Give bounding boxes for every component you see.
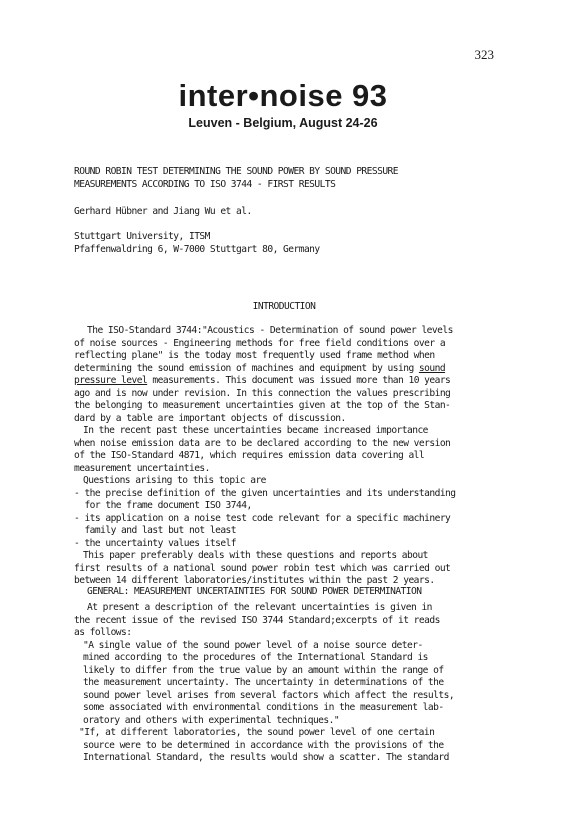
authors xyxy=(74,206,494,219)
quote-line: oratory and others with experimental techniques." xyxy=(83,714,340,726)
bullet-line: - the precise definition of the given uncertainties and its understanding xyxy=(74,487,456,499)
affiliation-line: Pfaffenwaldring 6, W-7000 Stuttgart 80, Germany xyxy=(74,243,320,255)
text-line: The ISO-Standard 3744:"Acoustics - Determination of sound power levels xyxy=(87,325,453,336)
text-line: reflecting plane" is the today most frequently used frame method when xyxy=(74,350,435,361)
text-line xyxy=(74,375,494,388)
text-line: the belonging to measurement uncertainties given at the top of the Stan- xyxy=(74,400,451,411)
underlined-term: sound xyxy=(418,362,446,374)
text-line: Questions arising to this topic are xyxy=(83,475,266,486)
quote-line: sound power level arises from several factors which affect the results, xyxy=(83,689,455,701)
paper-title xyxy=(74,166,494,191)
quote-line: "If, at different laboratories, the sound power level of one certain xyxy=(79,727,435,738)
text-line: of noise sources - Engineering methods for free field conditions over a xyxy=(74,337,446,349)
page-number: 323 xyxy=(474,47,494,62)
affiliation-line: Stuttgart University, ITSM xyxy=(74,231,210,242)
quote-line: the measurement uncertainty. The uncertainty in determinations of the xyxy=(83,677,444,688)
section-heading: INTRODUCTION xyxy=(252,301,316,312)
quote-line: International Standard, the results would show a scatter. The standard xyxy=(83,752,449,763)
bullet-line: - the uncertainty values itself xyxy=(74,537,237,549)
text-line: first results of a national sound power robin test which was carried out xyxy=(74,562,451,574)
text-line: the recent issue of the revised ISO 3744 Standard;excerpts of it reads xyxy=(74,614,440,626)
title-line: ROUND ROBIN TEST DETERMINING THE SOUND POWER BY SOUND PRESSURE xyxy=(74,166,399,177)
text-line: ago and is now under revision. In this connection the values prescribing xyxy=(74,387,451,399)
bullet-line: for the frame document ISO 3744, xyxy=(74,500,252,511)
quote-line: some associated with environmental conditions in the measurement lab- xyxy=(83,702,444,713)
text-line: between 14 different laboratories/institutes within the past 2 years. xyxy=(74,575,435,586)
authors-line: Gerhard Hübner and Jiang Wu et al. xyxy=(74,206,252,217)
conference-subtitle: Leuven - Belgium, August 24-26 xyxy=(188,116,378,130)
text-line: dard by a table are important objects of discussion. xyxy=(74,412,346,424)
conference-header xyxy=(0,80,566,132)
text-line: of the ISO-Standard 4871, which requires emission data covering all xyxy=(74,450,425,461)
bullet-line: - its application on a noise test code relevant for a specific machinery xyxy=(74,512,451,524)
text-line: In the recent past these uncertainties became increased importance xyxy=(83,425,428,436)
quote-line: source were to be determined in accordance with the provisions of the xyxy=(83,739,444,751)
section-heading-general xyxy=(74,586,494,599)
text-line: measurement uncertainties. xyxy=(74,462,210,474)
quote-line: "A single value of the sound power level of a noise source deter- xyxy=(83,639,423,651)
text-segment: determining the sound emission of machines and equipment by using xyxy=(74,362,419,374)
underlined-term: pressure level xyxy=(74,375,148,386)
section-heading: GENERAL: MEASUREMENT UNCERTAINTIES FOR SOUND POWER DETERMINATION xyxy=(87,586,422,597)
conference-logo-title: inter•noise 93 xyxy=(178,78,388,113)
section-heading-introduction xyxy=(74,301,494,314)
text-line: as follows: xyxy=(74,627,132,638)
text-line: This paper preferably deals with these questions and reports about xyxy=(83,550,428,561)
text-segment: measurements. This document was issued more than 10 years xyxy=(147,375,451,386)
introduction-body xyxy=(74,325,494,588)
text-line: At present a description of the relevant uncertainties is given in xyxy=(87,602,432,613)
affiliation xyxy=(74,231,494,256)
bullet-line: family and last but not least xyxy=(74,525,237,536)
quote-line: likely to differ from the true value by an amount within the range of xyxy=(83,664,444,676)
quote-line: mined according to the procedures of the International Standard is xyxy=(83,652,428,663)
text-line xyxy=(74,363,494,376)
general-body xyxy=(74,602,494,765)
title-line: MEASUREMENTS ACCORDING TO ISO 3744 - FIRST RESULTS xyxy=(74,178,336,190)
text-line: when noise emission data are to be declared according to the new version xyxy=(74,437,451,449)
